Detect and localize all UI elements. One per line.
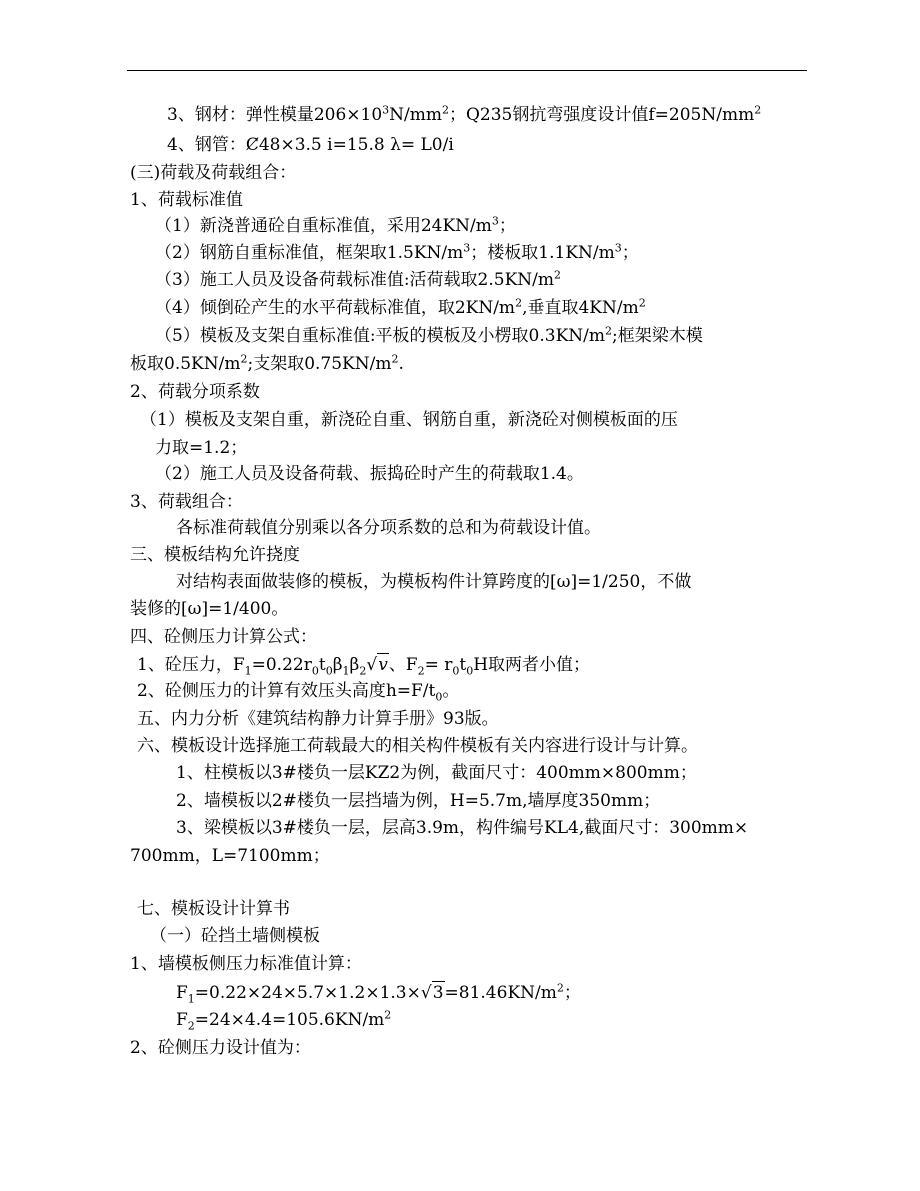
deflection-text: 对结构表面做装修的模板，为模板构件计算跨度的[ω]=1/250，不做	[176, 572, 692, 592]
column-formwork-line: 1、柱模板以3#楼负一层KZ2为例，截面尺寸：400mm×800mm；	[176, 763, 697, 783]
factor-item-1-cont: 力取=1.2；	[155, 438, 248, 458]
item-load-standard: 1、荷载标准值	[130, 190, 243, 210]
load-item-5-cont: 板取$0.5KN/m^2$;支架取$0.75KN/m^2$.	[130, 352, 404, 374]
beam-formwork-line: 3、梁模板以3#楼负一层，层高3.9m，构件编号KL4,截面尺寸：300mm×	[176, 818, 749, 838]
load-item-3: （3）施工人员及设备荷载标准值:活荷载取$2.5KN/m^2$	[155, 268, 562, 290]
item-load-factors: 2、荷载分项系数	[130, 382, 260, 402]
sqrt-symbol: √v	[366, 655, 388, 675]
factor-item-1: （1）模板及支架自重，新浇砼自重、钢筋自重，新浇砼对侧模板面的压	[140, 410, 678, 430]
beam-formwork-line-cont: 700mm，L=7100mm；	[130, 846, 330, 866]
f1-formula-line: $F_1=0.22\times 24\times 5.7\times 1.2\times 1.3\times√3=81.46KN/m^2$；	[176, 981, 581, 1006]
load-item-1: （1）新浇普通砼自重标准值，采用$24KN/m^3$；	[155, 214, 516, 236]
steel-material-line: 3、钢材：弹性模量$206\times 10^3N/mm^2$；Q235钢抗弯强度设计值$f=205N/mm^2$	[167, 103, 762, 125]
section-heading-design-selection: 六、模板设计选择施工荷载最大的相关构件模板有关内容进行设计与计算。	[137, 736, 698, 756]
section-heading-loads: (三)荷载及荷载组合：	[130, 163, 297, 183]
load-item-5: （5）模板及支架自重标准值:平板的模板及小楞取$0.3KN/m^2$;框架梁木模	[155, 324, 703, 346]
wall-pressure-heading: 1、墙模板侧压力标准值计算：	[130, 954, 362, 974]
f2-formula-line: $F_2=24\times 4.4=105.6KN/m^2$	[176, 1008, 392, 1033]
pressure-height-line: 2、砼侧压力的计算有效压头高度$h=F/t_0$。	[137, 681, 460, 704]
section-heading-calculation: 七、模板设计计算书	[137, 899, 290, 919]
steel-pipe-line: 4、钢管：Ȼ48×3.5 i=15.8 λ= L0/i	[167, 135, 454, 155]
pressure-formula-line: 1、砼压力，$F_1=0.22r_0t_0\beta_1\beta_2√v$、$F_2= r_0t_0H$取两者小值；	[137, 655, 591, 678]
section-heading-internal-force: 五、内力分析《建筑结构静力计算手册》93版。	[137, 709, 499, 729]
section-heading-deflection: 三、模板结构允许挠度	[130, 545, 300, 565]
section-heading-pressure-formula: 四、砼侧压力计算公式：	[130, 627, 317, 647]
sqrt-symbol: √3	[420, 983, 444, 1003]
item-load-combination: 3、荷载组合：	[130, 492, 243, 512]
load-combination-text: 各标准荷载值分别乘以各分项系数的总和为荷载设计值。	[176, 518, 601, 538]
factor-item-2: （2）施工人员及设备荷载、振捣砼时产生的荷载取1.4。	[155, 464, 584, 484]
header-rule	[127, 70, 807, 71]
subsection-retaining-wall: （一）砼挡土墙侧模板	[150, 926, 320, 946]
load-item-4: （4）倾倒砼产生的水平荷载标准值，取$2KN/m^2$,垂直取$4KN/m^2$	[155, 296, 646, 318]
design-pressure-heading: 2、砼侧压力设计值为：	[130, 1038, 311, 1058]
wall-formwork-line: 2、墙模板以2#楼负一层挡墙为例，H=5.7m,墙厚度350mm；	[176, 791, 661, 811]
deflection-text-cont: 装修的[ω]=1/400。	[130, 599, 289, 619]
load-item-2: （2）钢筋自重标准值，框架取$1.5KN/m^3$；楼板取$1.1KN/m^3$；	[155, 241, 639, 263]
